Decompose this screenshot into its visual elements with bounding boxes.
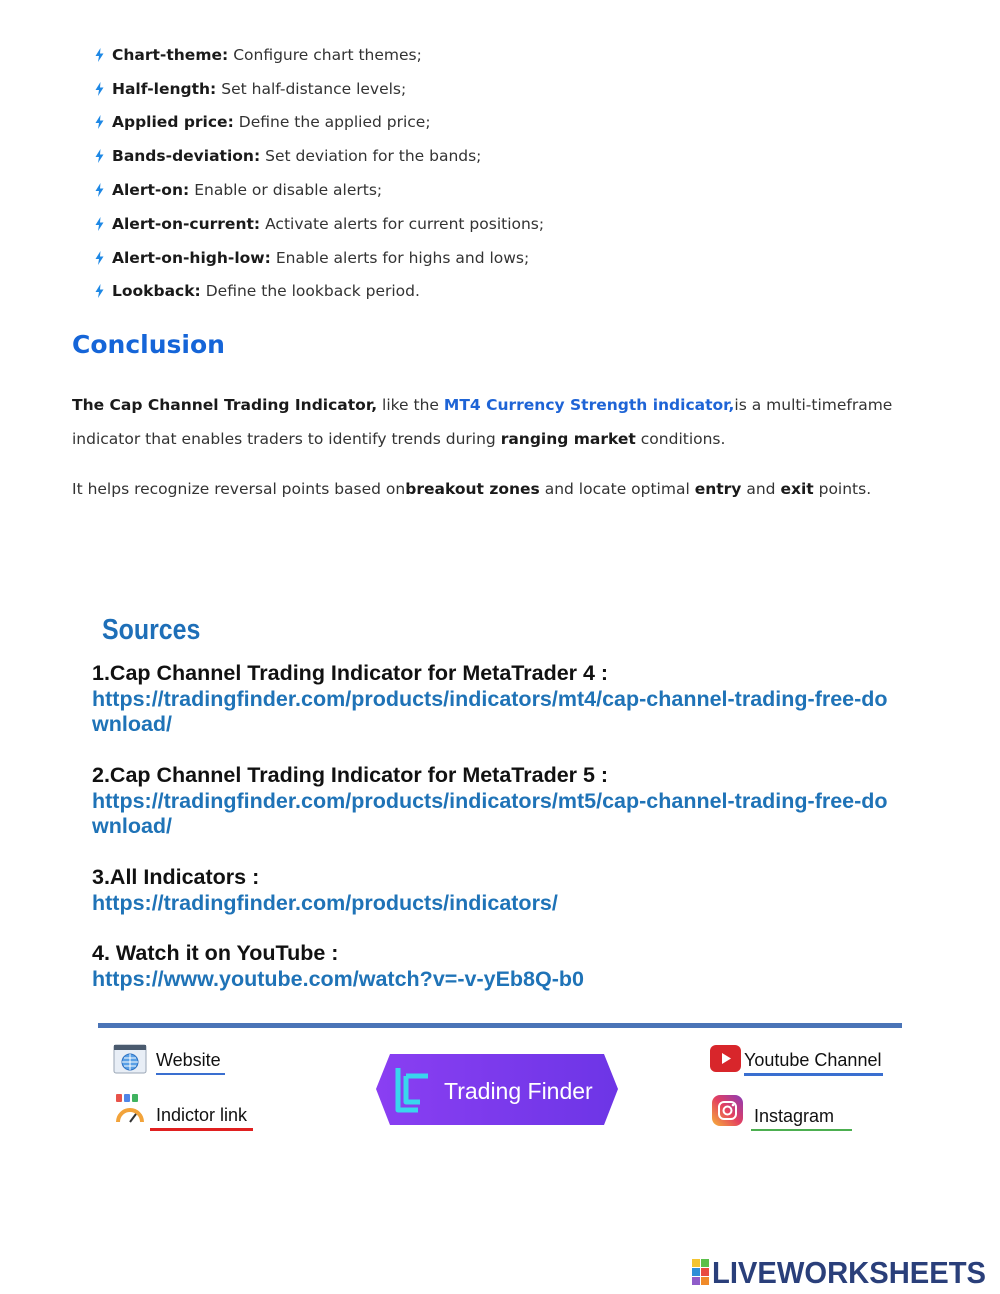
source-item: 4. Watch it on YouTube : https://www.youtube.com/watch?v=-v-yEb8Q-b0 [92,941,892,992]
list-item: Half-length: Set half-distance levels; [94,72,544,106]
conclusion-heading: Conclusion [72,330,225,359]
indicator-link[interactable]: Indictor link [150,1105,253,1131]
trading-finder-logo [376,1054,618,1125]
list-item: Chart-theme: Configure chart themes; [94,38,544,72]
currency-strength-link[interactable]: MT4 Currency Strength indicator, [443,396,735,414]
list-item: Bands-deviation: Set deviation for the bands; [94,139,544,173]
list-item: Alert-on-current: Activate alerts for current positions; [94,207,544,241]
brand-text: LIVEWORKSHEETS [712,1255,986,1286]
list-item: Alert-on: Enable or disable alerts; [94,173,544,207]
bolt-icon [94,183,105,197]
globe-icon [113,1043,147,1075]
instagram-icon [712,1095,743,1126]
website-link[interactable]: Website [156,1050,225,1075]
parameter-list [94,38,544,308]
sources-heading: Sources [102,614,201,646]
bolt-icon [94,82,105,96]
youtube-channel-link[interactable]: Youtube Channel [744,1050,883,1076]
source-item: 2.Cap Channel Trading Indicator for MetaTrader 5 : https://tradingfinder.com/products/indicators/mt5/cap-channel-trading-free-download/ [92,763,892,840]
list-item: Alert-on-high-low: Enable alerts for highs and lows; [94,241,544,275]
source-link[interactable]: https://tradingfinder.com/products/indicators/ [92,890,558,915]
gauge-icon [114,1092,146,1126]
logo-text: Trading Finder [444,1078,593,1104]
youtube-icon [710,1045,741,1072]
instagram-link[interactable]: Instagram [751,1106,852,1131]
liveworksheets-logo [692,1252,988,1286]
source-link[interactable]: https://www.youtube.com/watch?v=-v-yEb8Q-b0 [92,966,584,991]
bolt-icon [94,48,105,62]
list-item: Lookback: Define the lookback period. [94,275,544,309]
bolt-icon [94,217,105,231]
bolt-icon [94,251,105,265]
source-item: 1.Cap Channel Trading Indicator for MetaTrader 4 : https://tradingfinder.com/products/indicators/mt4/cap-channel-trading-free-download/ [92,661,892,738]
source-link[interactable]: https://tradingfinder.com/products/indicators/mt5/cap-channel-trading-free-download/ [92,788,888,838]
conclusion-paragraph-1: The Cap Channel Trading Indicator, like the MT4 Currency Strength indicator,is a multi-timeframe indicator that enables traders to identify trends during ranging market conditions. [72,396,893,448]
footer-divider [98,1023,902,1028]
source-item: 3.All Indicators : https://tradingfinder.com/products/indicators/ [92,865,892,916]
list-item: Applied price: Define the applied price; [94,106,544,140]
source-link[interactable]: https://tradingfinder.com/products/indicators/mt4/cap-channel-trading-free-download/ [92,686,888,736]
bolt-icon [94,149,105,163]
bolt-icon [94,115,105,129]
bolt-icon [94,284,105,298]
conclusion-paragraph-2: It helps recognize reversal points based onbreakout zones and locate optimal entry and exit points. [72,480,872,498]
